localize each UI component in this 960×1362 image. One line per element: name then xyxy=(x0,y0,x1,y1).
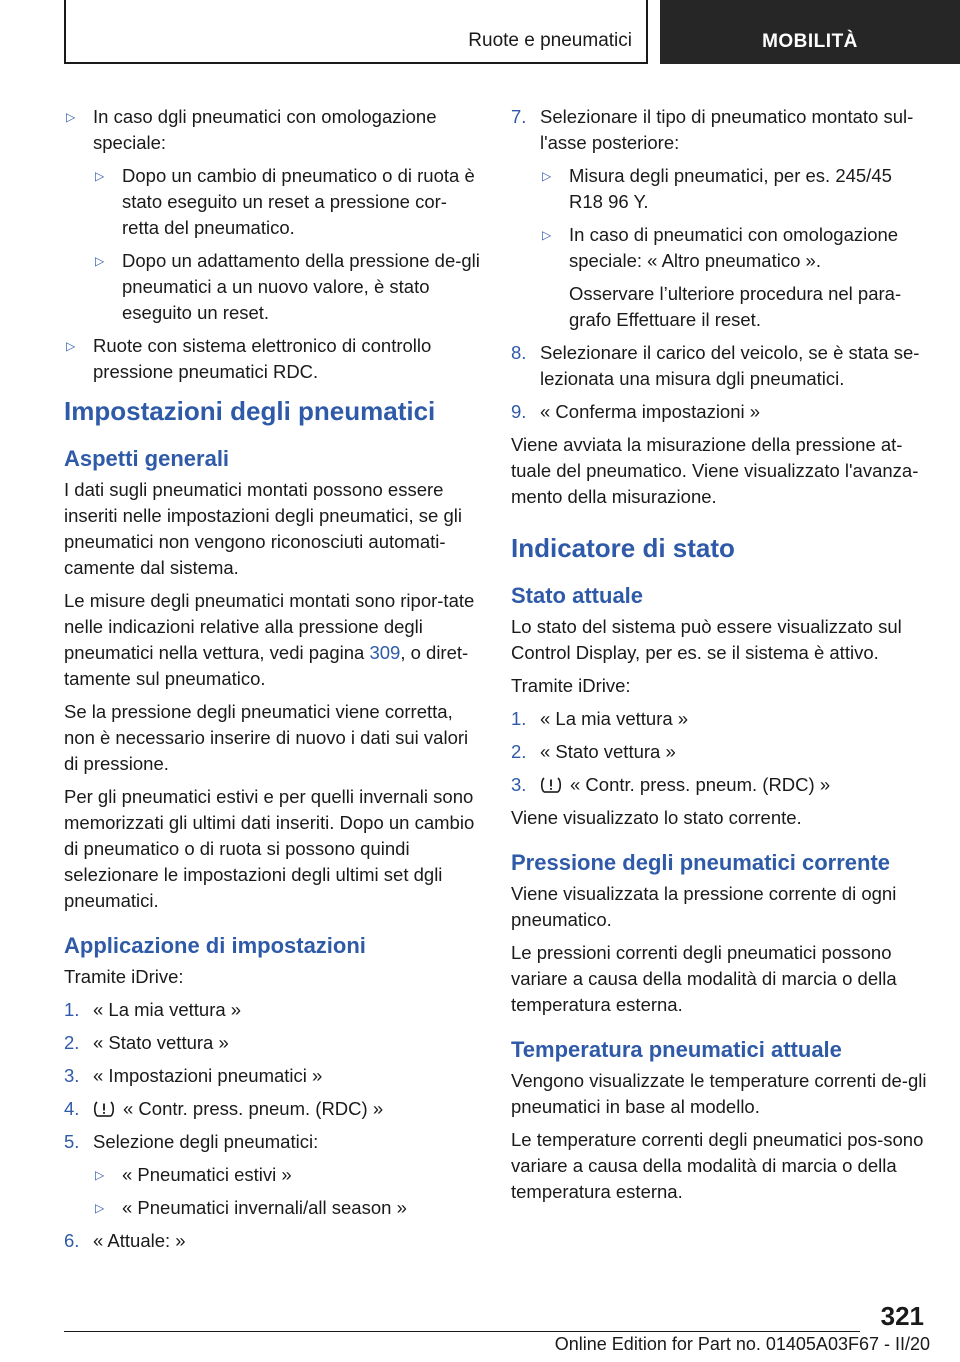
paragraph: Le pressioni correnti degli pneumatici possono variare a causa della modalità di marcia o della temperatura esterna. xyxy=(511,942,897,1015)
step-number: 1. xyxy=(64,999,80,1020)
step-item: 5. Selezione degli pneumatici: xyxy=(64,1129,480,1155)
page-link[interactable]: 309 xyxy=(369,642,401,663)
step-number: 7. xyxy=(511,106,527,127)
triangle-bullet-icon: ▷ xyxy=(66,339,76,353)
triangle-bullet-icon: ▷ xyxy=(66,110,76,124)
subheading-applicazione: Applicazione di impostazioni xyxy=(64,933,366,958)
triangle-bullet-icon: ▷ xyxy=(95,1168,105,1182)
step-item: 4. « Contr. press. pneum. (RDC) » xyxy=(64,1096,480,1122)
paragraph: Viene visualizzata la pressione corrente di ogni pneumatico. xyxy=(511,883,897,930)
paragraph: Tramite iDrive: xyxy=(511,675,631,696)
subheading-pressione-corrente: Pressione degli pneumatici corrente xyxy=(511,850,891,875)
footer-divider xyxy=(64,1331,860,1332)
bullet-item: ▷ In caso dgli pneumatici con omologazione speciale: xyxy=(66,106,437,153)
bullet-item: ▷ Dopo un cambio di pneumatico o di ruota è stato eseguito un reset a pressione cor-retta del pneumatico. xyxy=(95,165,475,238)
step-item: 2. « Stato vettura » xyxy=(511,739,927,765)
step-item: 2. « Stato vettura » xyxy=(64,1030,480,1056)
step-number: 3. xyxy=(511,774,527,795)
chapter-tab: MOBILITÀ xyxy=(660,0,960,64)
subheading-aspetti-generali: Aspetti generali xyxy=(64,446,230,471)
step-number: 1. xyxy=(511,708,527,729)
triangle-bullet-icon: ▷ xyxy=(95,254,105,268)
bullet-note: Osservare l’ulteriore procedura nel para-grafo Effettuare il reset. xyxy=(569,283,902,330)
bullet-item: ▷ In caso di pneumatici con omologazione speciale: « Altro pneumatico ». xyxy=(542,224,899,271)
step-item: 3. « Impostazioni pneumatici » xyxy=(64,1063,480,1089)
left-column xyxy=(64,104,480,1261)
bullet-item: ▷ Misura degli pneumatici, per es. 245/45 R18 96 Y. xyxy=(542,165,892,212)
paragraph: Tramite iDrive: xyxy=(64,966,184,987)
paragraph: Se la pressione degli pneumatici viene corretta, non è necessario inserire di nuovo i dati sui valori di pressione. xyxy=(64,701,469,774)
step-number: 3. xyxy=(64,1065,80,1086)
step-item: 9. « Conferma impostazioni » xyxy=(511,399,927,425)
tire-pressure-warning-icon xyxy=(93,1100,115,1118)
paragraph: Le temperature correnti degli pneumatici pos-sono variare a causa della modalità di marcia o della temperatura esterna. xyxy=(511,1129,924,1202)
header-section-box xyxy=(64,0,648,64)
step-number: 9. xyxy=(511,401,527,422)
paragraph: Viene avviata la misurazione della pressione at-tuale del pneumatico. Viene visualizzato l'avanza-mento della misurazione. xyxy=(511,434,919,507)
triangle-bullet-icon: ▷ xyxy=(542,169,552,183)
section-title: Ruote e pneumatici xyxy=(468,30,632,51)
page-number: 321 xyxy=(880,1301,924,1331)
step-item: 3. « Contr. press. pneum. (RDC) » xyxy=(511,772,927,798)
step-item: 8. Selezionare il carico del veicolo, se è stata se-lezionata una misura dgli pneumatici. xyxy=(511,342,920,389)
step-number: 2. xyxy=(64,1032,80,1053)
bullet-item: ▷ Dopo un adattamento della pressione de-gli pneumatici a un nuovo valore, è stato eseguito un reset. xyxy=(95,250,480,323)
paragraph: Lo stato del sistema può essere visualizzato sul Control Display, per es. se il sistema è attivo. xyxy=(511,616,902,663)
paragraph: I dati sugli pneumatici montati possono essere inseriti nelle impostazioni degli pneumatici, se gli pneumatici non vengono riconosciuti automati-camente dal sistema. xyxy=(64,479,462,578)
tire-pressure-warning-icon xyxy=(540,776,562,794)
step-number: 8. xyxy=(511,342,527,363)
heading-impostazioni: Impostazioni degli pneumatici xyxy=(64,396,436,426)
paragraph: Viene visualizzato lo stato corrente. xyxy=(511,807,802,828)
right-column xyxy=(511,104,927,1212)
bullet-item: ▷ Ruote con sistema elettronico di controllo pressione pneumatici RDC. xyxy=(66,335,432,382)
step-item: 1. « La mia vettura » xyxy=(511,706,927,732)
step-number: 5. xyxy=(64,1131,80,1152)
subheading-stato-attuale: Stato attuale xyxy=(511,583,644,608)
step-item: 1. « La mia vettura » xyxy=(64,997,480,1023)
heading-indicatore-di-stato: Indicatore di stato xyxy=(511,533,735,563)
step-number: 4. xyxy=(64,1098,80,1119)
step-number: 6. xyxy=(64,1230,80,1251)
paragraph: Per gli pneumatici estivi e per quelli invernali sono memorizzati gli ultimi dati inseriti. Dopo un cambio di pneumatico o di ruota si possono quindi selezionare le impostazioni degli ultimi set dgli pneumatici. xyxy=(64,786,475,911)
paragraph: Vengono visualizzate le temperature correnti de-gli pneumatici in base al modello. xyxy=(511,1070,927,1117)
subheading-temperatura: Temperatura pneumatici attuale xyxy=(511,1037,842,1062)
triangle-bullet-icon: ▷ xyxy=(95,1201,105,1215)
bullet-item: ▷ « Pneumatici estivi » xyxy=(93,1162,480,1188)
paragraph: Le misure degli pneumatici montati sono ripor-tate nelle indicazioni relative alla pressione degli pneumatici nella vettura, vedi pagina 309, o diret-tamente sul pneumatico. xyxy=(64,590,475,689)
step-number: 2. xyxy=(511,741,527,762)
triangle-bullet-icon: ▷ xyxy=(542,228,552,242)
step-item: 7. Selezionare il tipo di pneumatico montato sul-l'asse posteriore: xyxy=(511,106,914,153)
triangle-bullet-icon: ▷ xyxy=(95,169,105,183)
step-item: 6. « Attuale: » xyxy=(64,1228,480,1254)
bullet-item: ▷ « Pneumatici invernali/all season » xyxy=(93,1195,480,1221)
edition-footer: Online Edition for Part no. 01405A03F67 - II/20 xyxy=(554,1334,930,1354)
